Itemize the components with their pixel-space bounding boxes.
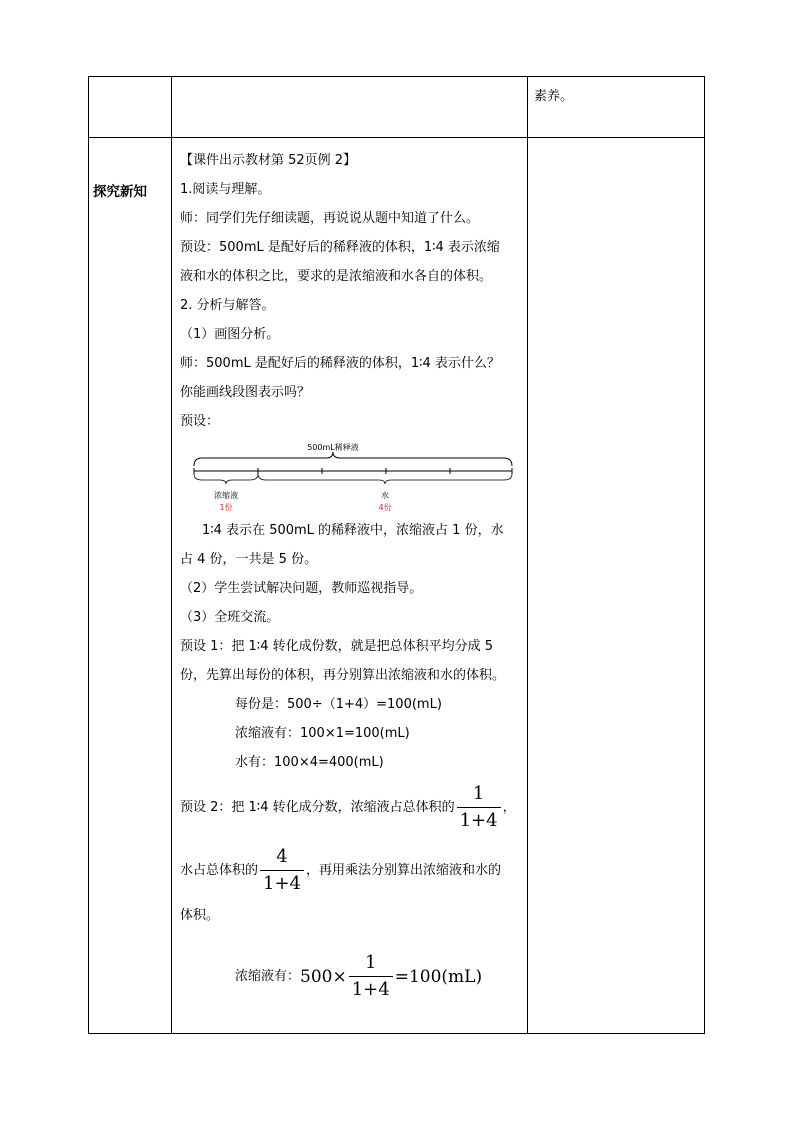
text-line: 体积。 (180, 908, 220, 923)
table-row (89, 138, 705, 1034)
left-parts: 1份 (219, 503, 233, 512)
text-line: 预设：500mL 是配好后的稀释液的体积，1∶4 表示浓缩 (180, 240, 500, 255)
fraction-denominator: 1+4 (260, 870, 304, 895)
row1-col2 (172, 77, 528, 138)
lesson-table (88, 76, 705, 1034)
lesson-body (172, 138, 527, 1001)
text-line: 占 4 份，一共是 5 份。 (180, 552, 318, 567)
fraction-line (180, 783, 521, 832)
fraction-numerator: 1 (364, 952, 377, 973)
text-line: 师：500mL 是配好后的稀释液的体积，1∶4 表示什么？ (180, 356, 500, 371)
diagram-top-label: 500mL稀释液 (307, 443, 359, 452)
text-line: 1∶4 表示在 500mL 的稀释液中，浓缩液占 1 份，水 (202, 523, 504, 538)
text-span: 预设 2：把 1∶4 转化成分数，浓缩液占总体积的 (180, 799, 455, 815)
text-line: （1）画图分析。 (180, 327, 280, 342)
right-parts: 4份 (378, 503, 392, 512)
fraction-numerator: 1 (472, 783, 485, 804)
text-line: 师：同学们先仔细读题，再说说从题中知道了什么。 (180, 211, 480, 226)
right-brace (258, 474, 512, 484)
text-line: （2）学生尝试解决问题，教师巡视指导。 (180, 581, 423, 596)
text-line: 预设 1：把 1∶4 转化成份数，就是把总体积平均分成 5 (180, 639, 493, 654)
text-line: 【课件出示教材第 52页例 2】 (180, 153, 357, 168)
row2-col2 (172, 138, 528, 1034)
text-span: ， (502, 799, 516, 815)
calc-line: 浓缩液有：100×1=100(mL) (235, 726, 410, 741)
text-span: 水占总体积的 (180, 862, 259, 878)
text-span: 浓缩液有： (235, 968, 301, 984)
diagram-svg (180, 436, 515, 516)
expression-span: 500× (300, 966, 347, 987)
fraction (457, 783, 501, 832)
calc-line: 水有：100×4=400(mL) (235, 755, 384, 770)
fraction-line (180, 952, 521, 1001)
fraction (260, 846, 304, 895)
left-brace (194, 474, 258, 484)
fraction-numerator: 4 (276, 846, 288, 867)
left-label: 浓缩液 (214, 491, 238, 500)
fraction-denominator: 1+4 (457, 807, 501, 832)
text-line: 份，先算出每份的体积，再分别算出浓缩液和水的体积。 (180, 668, 506, 683)
row1-col3 (528, 77, 705, 138)
right-label: 水 (381, 491, 389, 500)
text-line: 2. 分析与解答。 (180, 298, 275, 313)
text-line: 你能画线段图表示吗？ (180, 385, 311, 400)
section-label: 探究新知 (93, 184, 147, 200)
calc-line: 每份是：500÷（1+4）=100(mL) (235, 697, 442, 712)
row2-col1 (89, 138, 172, 1034)
fraction (349, 952, 393, 1001)
fraction-line (180, 846, 521, 895)
expression-span: =100(mL) (394, 966, 483, 987)
top-brace (194, 452, 512, 466)
text-line: 预设： (180, 414, 220, 429)
line-segment-diagram (180, 436, 521, 516)
text-span: ，再用乘法分别算出浓缩液和水的 (306, 862, 502, 878)
text-line: （3）全班交流。 (180, 610, 280, 625)
text-line: 液和水的体积之比，要求的是浓缩液和水各自的体积。 (180, 269, 493, 284)
row2-col3 (528, 138, 705, 1034)
text-line: 1.阅读与理解。 (180, 182, 271, 197)
fraction-denominator: 1+4 (349, 976, 393, 1001)
row1-col3-text: 素养。 (534, 89, 574, 104)
row1-col1 (89, 77, 172, 138)
table-row (89, 77, 705, 138)
